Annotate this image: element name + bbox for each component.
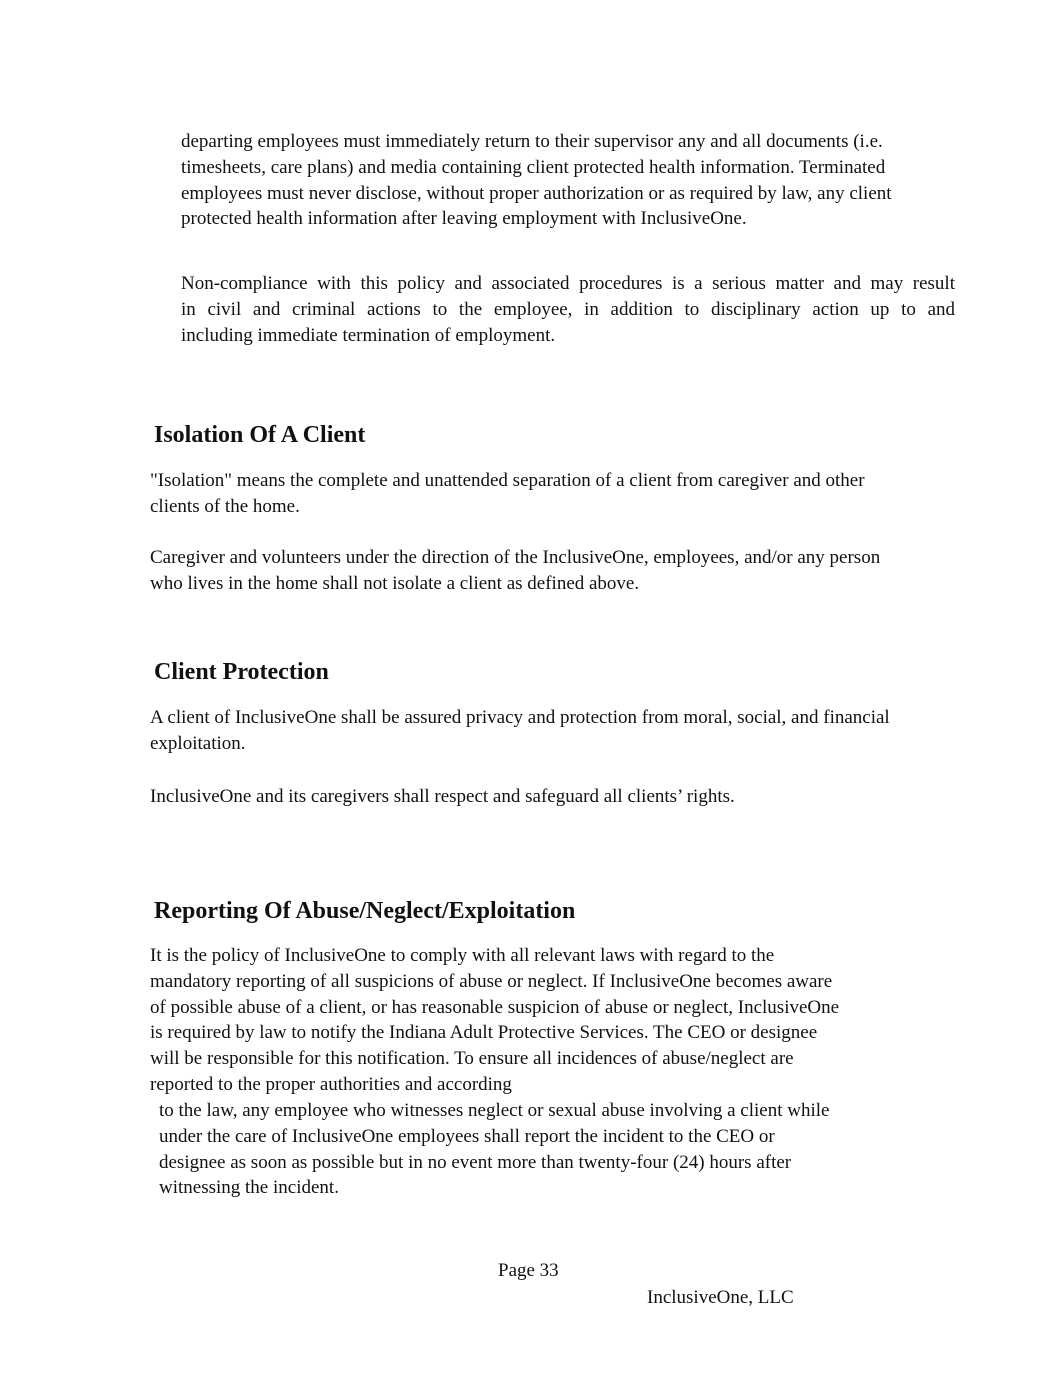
isolation-paragraph-1	[150, 468, 970, 520]
protection-heading: Client Protection	[154, 659, 329, 685]
isolation-paragraph-2	[150, 545, 970, 597]
text-line: InclusiveOne and its caregivers shall respect and safeguard all clients’ rights.	[150, 786, 735, 807]
protection-paragraph-1	[150, 705, 980, 757]
text-line: including immediate termination of employment.	[181, 324, 556, 346]
text-line: mandatory reporting of all suspicions of abuse or neglect. If InclusiveOne becomes aware	[150, 970, 833, 992]
reporting-paragraph-1	[150, 943, 970, 1098]
intro-paragraph-2	[181, 271, 955, 348]
protection-paragraph-2	[150, 784, 970, 810]
text-line: is required by law to notify the Indiana Adult Protective Services. The CEO or designee	[150, 1022, 818, 1044]
company-name: InclusiveOne, LLC	[647, 1287, 794, 1308]
text-line: Caregiver and volunteers under the direction of the InclusiveOne, employees, and/or any person	[150, 547, 881, 568]
text-line: protected health information after leaving employment with InclusiveOne.	[181, 208, 747, 230]
text-line: "Isolation" means the complete and unattended separation of a client from caregiver and other	[150, 470, 865, 491]
reporting-heading: Reporting Of Abuse/Neglect/Exploitation	[154, 898, 576, 924]
text-line: reported to the proper authorities and according	[150, 1073, 512, 1095]
text-line: departing employees must immediately return to their supervisor any and all documents (i.e.	[181, 131, 883, 152]
text-line: under the care of InclusiveOne employees shall report the incident to the CEO or	[159, 1125, 775, 1147]
text-line: clients of the home.	[150, 495, 300, 517]
text-line: employees must never disclose, without proper authorization or as required by law, any client	[181, 182, 892, 204]
text-line: who lives in the home shall not isolate a client as defined above.	[150, 572, 640, 594]
text-line: exploitation.	[150, 732, 246, 754]
text-line: Non-compliance with this policy and associated procedures is a serious matter and may result	[181, 273, 955, 294]
text-line: will be responsible for this notification. To ensure all incidences of abuse/neglect are	[150, 1048, 794, 1070]
text-line: of possible abuse of a client, or has reasonable suspicion of abuse or neglect, InclusiveOne	[150, 996, 840, 1018]
text-line: timesheets, care plans) and media containing client protected health information. Terminated	[181, 156, 886, 178]
text-line: witnessing the incident.	[159, 1177, 339, 1199]
isolation-heading: Isolation Of A Client	[154, 422, 366, 448]
text-line: to the law, any employee who witnesses neglect or sexual abuse involving a client while	[159, 1100, 830, 1121]
page-number: Page 33	[498, 1260, 559, 1281]
text-line: It is the policy of InclusiveOne to comply with all relevant laws with regard to the	[150, 945, 775, 966]
text-line: A client of InclusiveOne shall be assured privacy and protection from moral, social, and financial	[150, 707, 890, 728]
text-line: in civil and criminal actions to the employee, in addition to disciplinary action up to and	[181, 298, 955, 320]
intro-paragraph-1	[181, 129, 971, 232]
text-line: designee as soon as possible but in no event more than twenty-four (24) hours after	[159, 1151, 792, 1173]
reporting-paragraph-2	[159, 1098, 969, 1201]
